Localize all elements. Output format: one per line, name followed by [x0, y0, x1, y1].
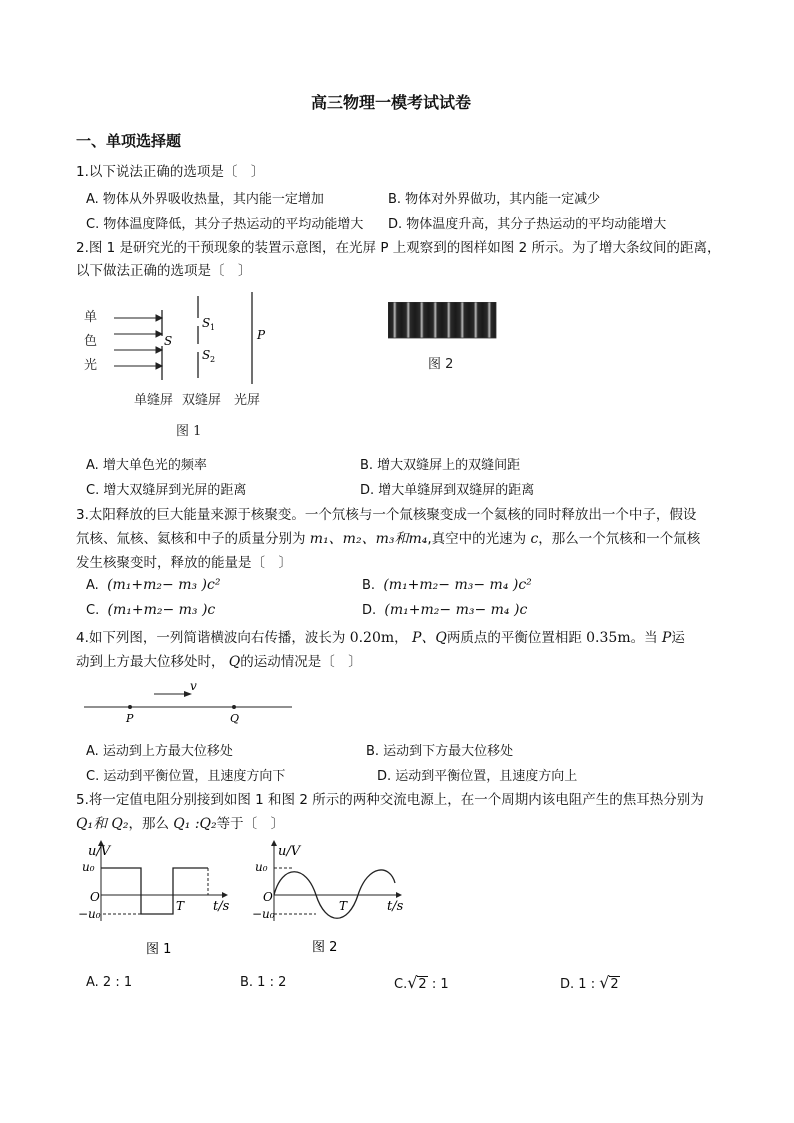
- q2-option-a: A. 增大单色光的频率: [86, 458, 207, 473]
- q3-option-d-expr: (m₁+m₂− m₃− m₄ )c: [384, 602, 528, 618]
- q4-stem-text-f: 动到上方最大位移处时，: [76, 654, 225, 670]
- q5-option-d: [560, 973, 620, 992]
- fig1-screen-single: 单缝屏: [134, 393, 174, 408]
- q5-option-d-radicand: 2: [610, 977, 619, 992]
- sqrt-symbol: √: [599, 973, 610, 992]
- q4-wave-figure: [82, 680, 297, 726]
- q1-option-a: A. 物体从外界吸收热量，其内能一定增加: [86, 192, 324, 207]
- q3-option-a-label: A.: [86, 578, 99, 593]
- q5-fig2-axis-y: u/V: [278, 844, 301, 859]
- q5-figure-1: [76, 838, 246, 960]
- q1-option-c: C. 物体温度降低，其分子热运动的平均动能增大: [86, 217, 364, 232]
- q5-fig1-axis-x: t/s: [213, 899, 230, 914]
- q4-option-c: C. 运动到平衡位置，且速度方向下: [86, 769, 286, 784]
- q4-stem-text-g: 的运动情况是〔 〕: [240, 654, 362, 670]
- q4-stem-text-a: 4.如下列图，一列简谐横波向右传播，波长为: [76, 630, 346, 646]
- q3-option-c-expr: (m₁+m₂− m₃ )c: [107, 602, 216, 618]
- q3-masses: m₁、m₂、m₃和m₄: [309, 531, 428, 547]
- q5-fig1-u0: u₀: [82, 860, 95, 874]
- q5-fig2-caption: 图 2: [312, 940, 338, 955]
- q3-option-b-expr: (m₁+m₂− m₃− m₄ )c²: [383, 577, 532, 593]
- q1-option-d: D. 物体温度升高，其分子热运动的平均动能增大: [388, 217, 667, 232]
- q3-stem-line3: 发生核聚变时，释放的能量是〔 〕: [76, 555, 292, 571]
- fig1-label-s: S: [164, 334, 173, 348]
- q5-fig2-axis-x: t/s: [387, 899, 404, 914]
- q3-stem-text-b: ,真空中的光速为: [427, 531, 527, 547]
- q3-option-d: [362, 602, 527, 618]
- q4-distance: 0.35m: [586, 630, 631, 646]
- fig1-light-char-1: 单: [84, 310, 98, 325]
- q4-fig-v: v: [190, 680, 197, 693]
- q2-figure-2: [388, 302, 498, 376]
- q4-stem-text-e: 运: [671, 630, 685, 646]
- fig1-caption: 图 1: [176, 424, 202, 439]
- q5-ratio: Q₁ :Q₂: [173, 816, 217, 832]
- q3-light-speed: c: [530, 531, 539, 547]
- q5-fig2-period: T: [339, 899, 348, 913]
- q3-option-a-expr: (m₁+m₂− m₃ )c²: [107, 577, 221, 593]
- q5-option-a: A. 2 : 1: [86, 975, 133, 990]
- q3-option-d-label: D.: [362, 603, 377, 618]
- q4-stem-text-b: ，: [394, 630, 408, 646]
- q5-fig1-caption: 图 1: [146, 942, 172, 957]
- q4-fig-p: P: [126, 712, 134, 725]
- q3-stem-line2: [76, 527, 700, 551]
- q3-stem-text-c: ，那么一个氘核和一个氚核: [538, 531, 701, 547]
- q1-option-b: B. 物体对外界做功，其内能一定减少: [388, 192, 601, 207]
- fig1-label-p: P: [257, 328, 266, 342]
- fig1-light-char-3: 光: [84, 358, 98, 373]
- q5-stem-text-c: 等于〔 〕: [216, 816, 285, 832]
- q2-option-c: C. 增大双缝屏到光屏的距离: [86, 483, 247, 498]
- q5-option-b: B. 1 : 2: [240, 975, 287, 990]
- fig1-screen-light: 光屏: [234, 393, 261, 408]
- q3-stem-line1: 3.太阳释放的巨大能量来源于核聚变。一个氘核与一个氚核聚变成一个氦核的同时释放出一个中子，假设: [76, 507, 697, 523]
- q4-stem-line2: [76, 650, 362, 674]
- q4-option-a: A. 运动到上方最大位移处: [86, 744, 233, 759]
- q5-fig1-period: T: [176, 899, 185, 913]
- q5-q1: Q₁和: [76, 816, 108, 832]
- fig1-label-s1-sub: 1: [210, 323, 216, 332]
- q5-stem-line2: [76, 812, 284, 836]
- fig1-light-char-2: 色: [84, 334, 98, 349]
- q5-stem-line1: 5.将一定值电阻分别接到如图 1 和图 2 所示的两种交流电源上，在一个周期内该电阻产生的焦耳热分别为: [76, 792, 704, 808]
- q4-points: P、Q: [411, 630, 447, 646]
- q4-point-q: Q: [228, 654, 241, 670]
- q1-stem: 1.以下说法正确的选项是〔 〕: [76, 164, 265, 180]
- q3-option-a: [86, 577, 220, 593]
- q5-fig2-neg-u0: −u₀: [252, 907, 275, 921]
- q3-option-c-label: C.: [86, 603, 100, 618]
- q4-fig-q: Q: [230, 712, 240, 725]
- q4-point-p: P: [661, 630, 672, 646]
- section-heading: 一、单项选择题: [76, 132, 182, 150]
- q5-figure-2: [252, 838, 412, 960]
- q4-stem-line1: [76, 626, 685, 650]
- fig1-label-s2-sub: 2: [210, 355, 216, 364]
- q5-q2: Q₂: [111, 816, 129, 832]
- q2-option-b: B. 增大双缝屏上的双缝间距: [360, 458, 521, 473]
- fig1-label-s1: S: [202, 316, 211, 330]
- page-title: 高三物理一模考试试卷: [311, 93, 472, 112]
- q5-fig1-origin: O: [90, 890, 100, 904]
- q5-option-c: [394, 973, 449, 992]
- q3-option-b: [362, 577, 532, 593]
- q3-option-b-label: B.: [362, 578, 376, 593]
- q5-option-c-tail: : 1: [427, 977, 449, 992]
- fig2-caption: 图 2: [428, 357, 454, 372]
- q5-option-c-radicand: 2: [418, 977, 427, 992]
- q5-fig2-u0: u₀: [255, 860, 268, 874]
- q4-option-b: B. 运动到下方最大位移处: [366, 744, 514, 759]
- q5-fig1-neg-u0: −u₀: [78, 907, 101, 921]
- q5-fig2-origin: O: [263, 890, 273, 904]
- q5-option-d-head: 1 :: [578, 977, 600, 992]
- q3-option-c: [86, 602, 215, 618]
- q5-stem-text-b: ，那么: [128, 816, 169, 832]
- q3-stem-text-a: 氘核、氚核、氦核和中子的质量分别为: [76, 531, 306, 547]
- q5-fig1-axis-y: u/V: [88, 844, 111, 859]
- q5-option-c-label: C.: [394, 977, 408, 992]
- fig1-screen-double: 双缝屏: [182, 393, 222, 408]
- q4-stem-text-c: 两质点的平衡位置相距: [446, 630, 582, 646]
- q2-stem-line2: 以下做法正确的选项是〔 〕: [76, 263, 252, 279]
- q2-option-d: D. 增大单缝屏到双缝屏的距离: [360, 483, 535, 498]
- q5-option-d-label: D.: [560, 977, 575, 992]
- q4-option-d: D. 运动到平衡位置，且速度方向上: [377, 769, 578, 784]
- q2-figure-1: [76, 288, 296, 443]
- q4-stem-text-d: 。当: [630, 630, 658, 646]
- q2-stem-line1: 2.图 1 是研究光的干预现象的装置示意图，在光屏 P 上观察到的图样如图 2 所示。为了增大条纹间的距离，: [76, 240, 721, 256]
- q4-wavelength: 0.20m: [349, 630, 395, 646]
- sqrt-symbol: √: [407, 973, 418, 992]
- fig1-label-s2: S: [202, 348, 211, 362]
